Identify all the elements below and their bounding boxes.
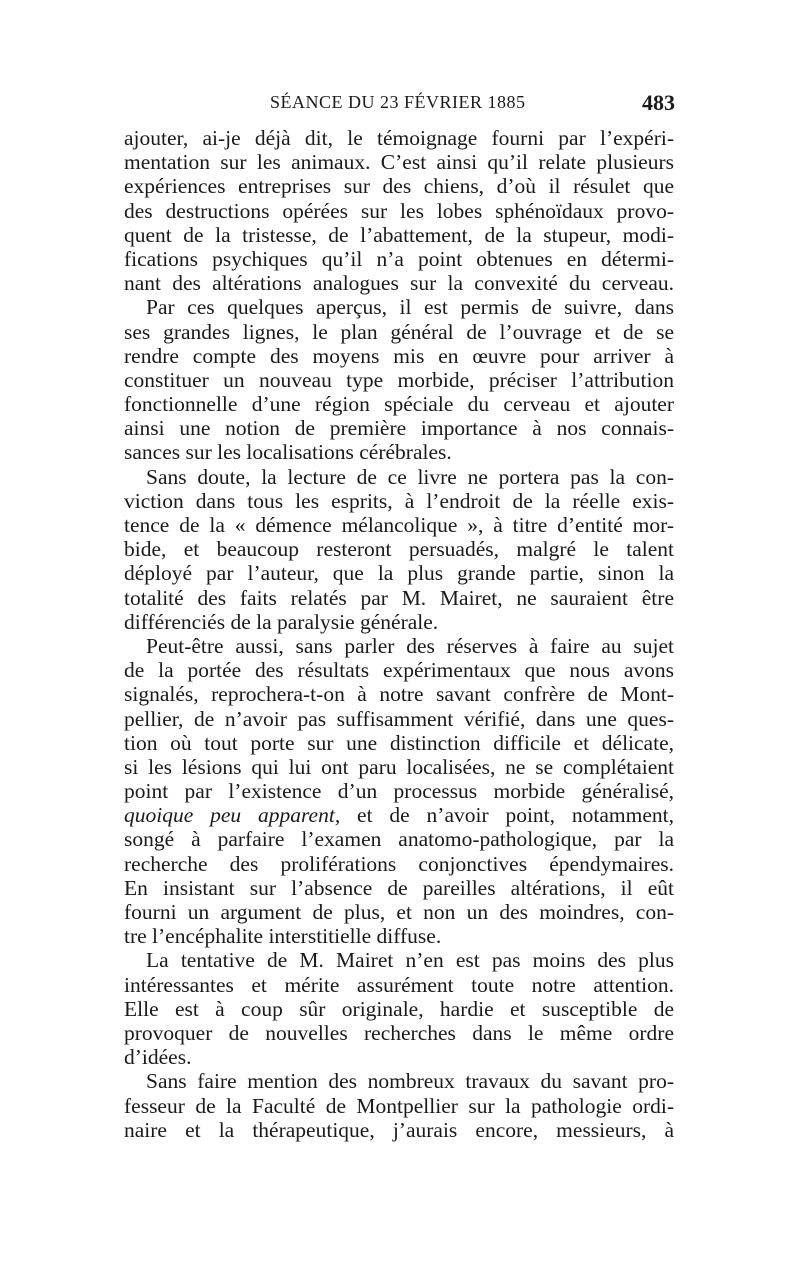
text-line: fications psychiques qu’il n’a point obtenues en détermi- <box>124 246 674 271</box>
text-line: songé à parfaire l’examen anatomo-pathologique, par la <box>124 827 674 852</box>
text-line: naire et la thérapeutique, j’aurais encore, messieurs, à <box>124 1117 674 1142</box>
text-line: expériences entreprises sur des chiens, d’où il résulet que <box>124 174 674 199</box>
text-line: quent de la tristesse, de l’abattement, de la stupeur, modi- <box>124 222 674 247</box>
text-line: rendre compte des moyens mis en œuvre pour arriver à <box>124 343 674 368</box>
text-line: ses grandes lignes, le plan général de l’ouvrage et de se <box>124 319 674 344</box>
text-line: intéressantes et mérite assurément toute notre attention. <box>124 972 674 997</box>
paragraph-start-line: La tentative de M. Mairet n’en est pas moins des plus <box>146 948 674 973</box>
text-line: viction dans tous les esprits, à l’endroit de la réelle exis- <box>124 488 674 513</box>
text-line: Elle est à coup sûr originale, hardie et susceptible de <box>124 996 674 1021</box>
text-line: ajouter, ai-je déjà dit, le témoignage fourni par l’expéri- <box>124 126 674 150</box>
italic-phrase: quoique peu apparent, <box>124 803 341 828</box>
text-line: fourni un argument de plus, et non un des moindres, con- <box>124 900 674 924</box>
text-line: totalité des faits relatés par M. Mairet, ne sauraient être <box>124 585 674 610</box>
line-remainder: et de n’avoir point, notamment, <box>340 803 674 828</box>
text-line: de la portée des résultats expérimentaux que nous avons <box>124 658 674 683</box>
text-line: fesseur de la Faculté de Montpellier sur la pathologie ordi- <box>124 1093 674 1118</box>
paragraph-end-line: d’idées. <box>124 1045 192 1070</box>
paragraph-end-line: tre l’encéphalite interstitielle diffuse. <box>124 924 442 949</box>
text-line: signalés, reprochera-t-on à notre savant confrère de Mont- <box>124 682 674 707</box>
text-line: tence de la « démence mélancolique », à titre d’entité mor- <box>124 513 674 537</box>
text-line: En insistant sur l’absence de pareilles altérations, il eût <box>124 875 674 900</box>
text-line: ainsi une notion de première importance à nos connais- <box>124 416 674 441</box>
body-text <box>124 126 674 1142</box>
paragraph-start-line: Sans doute, la lecture de ce livre ne portera pas la con- <box>146 464 674 489</box>
text-line: des destructions opérées sur les lobes sphénoïdaux provo- <box>124 198 674 223</box>
text-line: tion où tout porte sur une distinction difficile et délicate, <box>124 730 674 755</box>
page-number: 483 <box>642 90 675 115</box>
text-line: fonctionnelle d’une région spéciale du cerveau et ajouter <box>124 392 674 417</box>
text-line: provoquer de nouvelles recherches dans le même ordre <box>124 1020 674 1045</box>
text-line: recherche des proliférations conjonctives épendymaires. <box>124 851 674 876</box>
text-line: si les lésions qui lui ont paru localisées, ne se complétaient <box>124 754 674 779</box>
paragraph-end-line: sances sur les localisations cérébrales. <box>124 440 452 465</box>
text-line: pellier, de n’avoir pas suffisamment vérifié, dans une ques- <box>124 706 674 731</box>
text-line-with-italic <box>124 803 674 827</box>
paragraph-start-line: Par ces quelques aperçus, il est permis de suivre, dans <box>146 295 674 320</box>
text-line: mentation sur les animaux. C’est ainsi qu’il relate plusieurs <box>124 150 674 175</box>
text-line: point par l’existence d’un processus morbide généralisé, <box>124 779 674 804</box>
paragraph-start-line: Peut-être aussi, sans parler des réserves à faire au sujet <box>146 633 674 658</box>
running-title: SÉANCE DU 23 FÉVRIER 1885 <box>270 92 526 112</box>
text-line: nant des altérations analogues sur la convexité du cerveau. <box>124 271 674 296</box>
text-line: bide, et beaucoup resteront persuadés, malgré le talent <box>124 537 674 562</box>
paragraph-start-line: Sans faire mention des nombreux travaux du savant pro- <box>146 1069 674 1094</box>
running-head <box>120 92 675 122</box>
text-line: constituer un nouveau type morbide, préciser l’attribution <box>124 367 674 392</box>
text-line: déployé par l’auteur, que la plus grande partie, sinon la <box>124 561 674 586</box>
paragraph-end-line: différenciés de la paralysie générale. <box>124 609 439 634</box>
